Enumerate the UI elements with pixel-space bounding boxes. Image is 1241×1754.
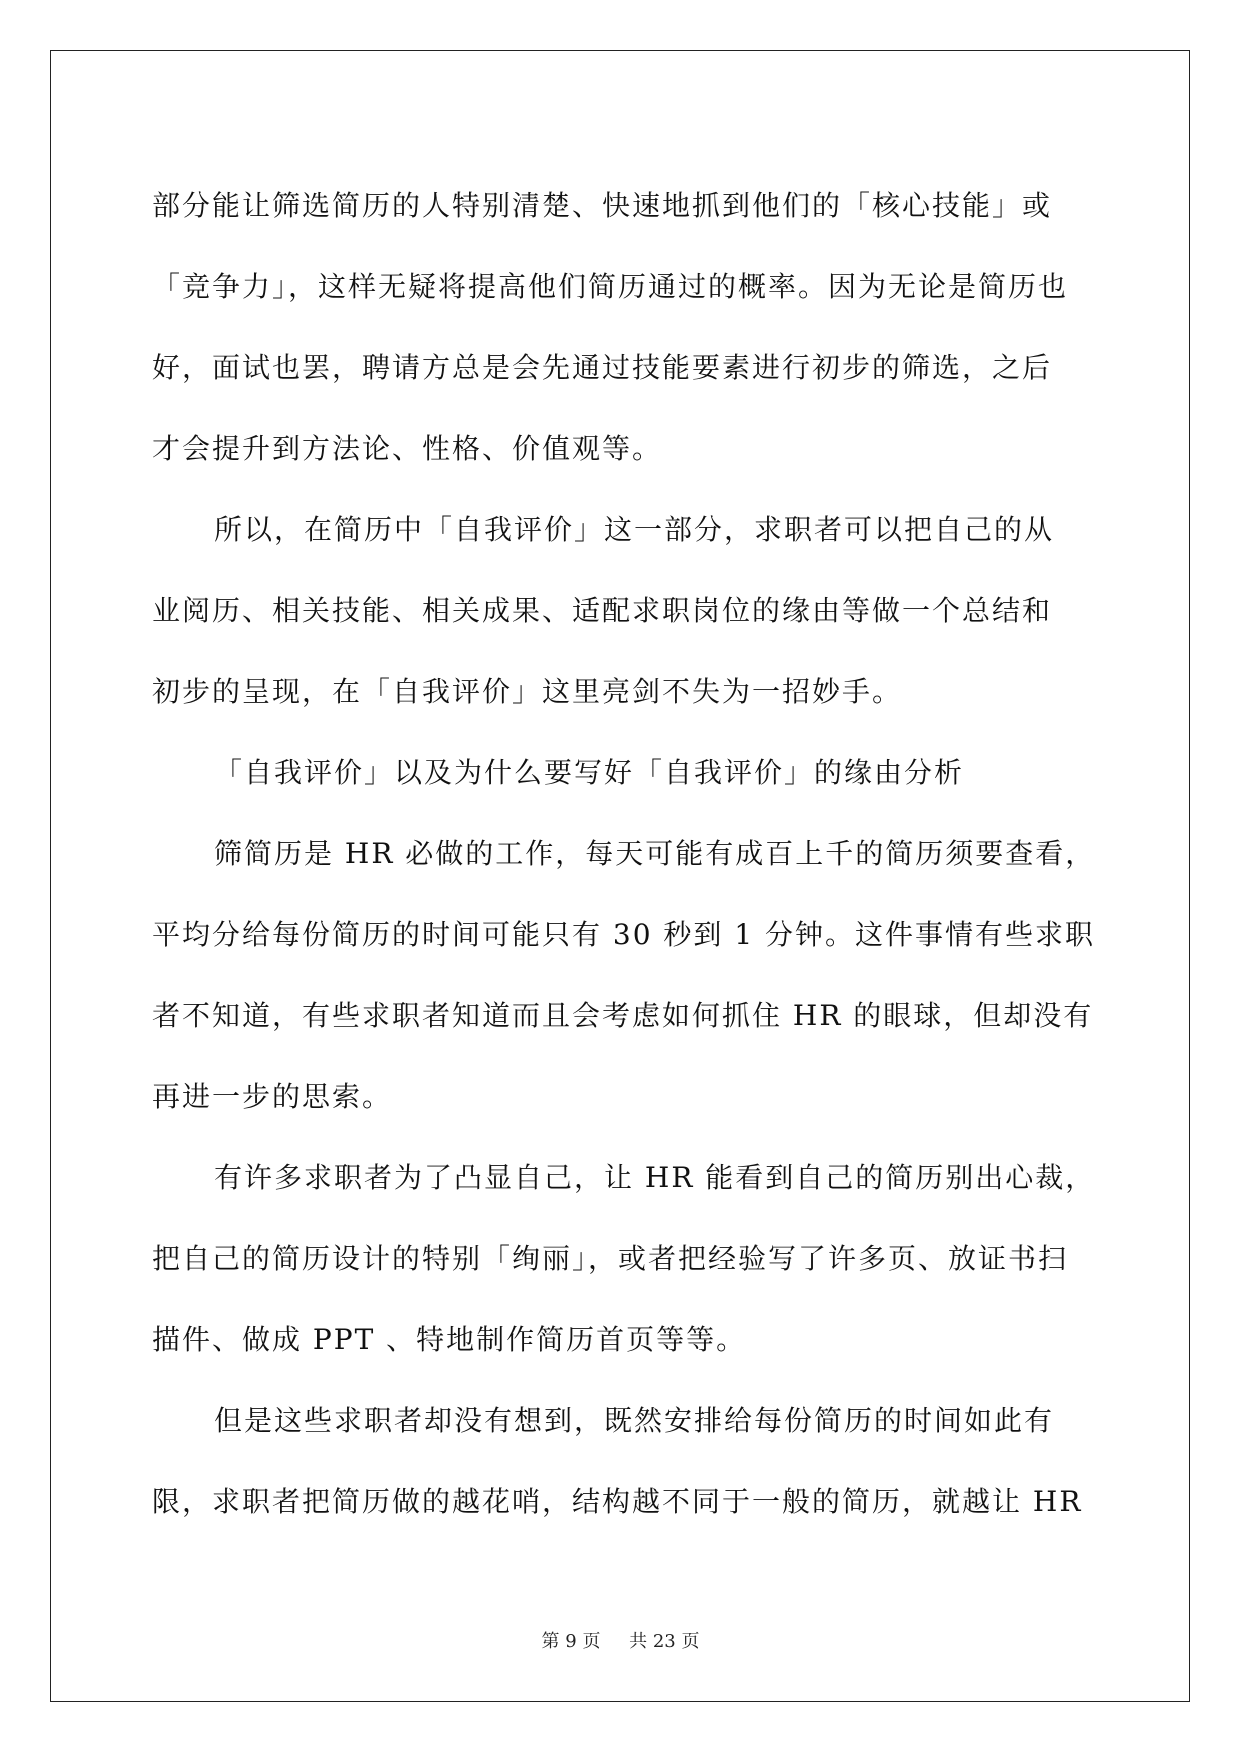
text-line: 好，面试也罢，聘请方总是会先通过技能要素进行初步的筛选，之后 xyxy=(152,351,1053,384)
text-line: 部分能让筛选简历的人特别清楚、快速地抓到他们的「核心技能」或 xyxy=(152,189,1053,222)
section-heading xyxy=(152,732,1092,813)
text-line: 者不知道，有些求职者知道而且会考虑如何抓住 HR 的眼球，但却没有 xyxy=(152,999,1094,1032)
paragraph xyxy=(152,813,1096,1137)
text-line: 但是这些求职者却没有想到，既然安排给每份简历的时间如此有 xyxy=(214,1404,1055,1437)
text-line: 业阅历、相关技能、相关成果、适配求职岗位的缘由等做一个总结和 xyxy=(152,594,1053,627)
text-line: 筛简历是 HR 必做的工作，每天可能有成百上千的简历须要查看， xyxy=(214,837,1096,870)
paragraph xyxy=(152,489,1092,732)
text-line: 再进一步的思索。 xyxy=(152,1080,393,1113)
text-line: 才会提升到方法论、性格、价值观等。 xyxy=(152,432,663,465)
text-line: 初步的呈现，在「自我评价」这里亮剑不失为一招妙手。 xyxy=(152,675,903,708)
paragraph xyxy=(152,165,1092,489)
page-footer xyxy=(0,1627,1241,1653)
document-body xyxy=(152,165,1096,1542)
paragraph xyxy=(152,1137,1096,1380)
text-line: 「自我评价」以及为什么要写好「自我评价」的缘由分析 xyxy=(214,756,965,789)
text-line: 平均分给每份简历的时间可能只有 30 秒到 1 分钟。这件事情有些求职 xyxy=(152,918,1096,951)
text-line: 描件、做成 PPT 、特地制作简历首页等等。 xyxy=(152,1323,747,1356)
text-line: 限，求职者把简历做的越花哨，结构越不同于一般的简历，就越让 HR xyxy=(152,1485,1083,1518)
text-line: 所以，在简历中「自我评价」这一部分，求职者可以把自己的从 xyxy=(214,513,1055,546)
text-line: 有许多求职者为了凸显自己，让 HR 能看到自己的简历别出心裁， xyxy=(214,1161,1096,1194)
page-number: 第 9 页 xyxy=(541,1631,601,1652)
text-line: 把自己的简历设计的特别「绚丽」，或者把经验写了许多页、放证书扫 xyxy=(152,1242,1069,1275)
page-total: 共 23 页 xyxy=(629,1631,700,1652)
paragraph xyxy=(152,1380,1092,1542)
text-line: 「竞争力」，这样无疑将提高他们简历通过的概率。因为无论是简历也 xyxy=(152,270,1069,303)
